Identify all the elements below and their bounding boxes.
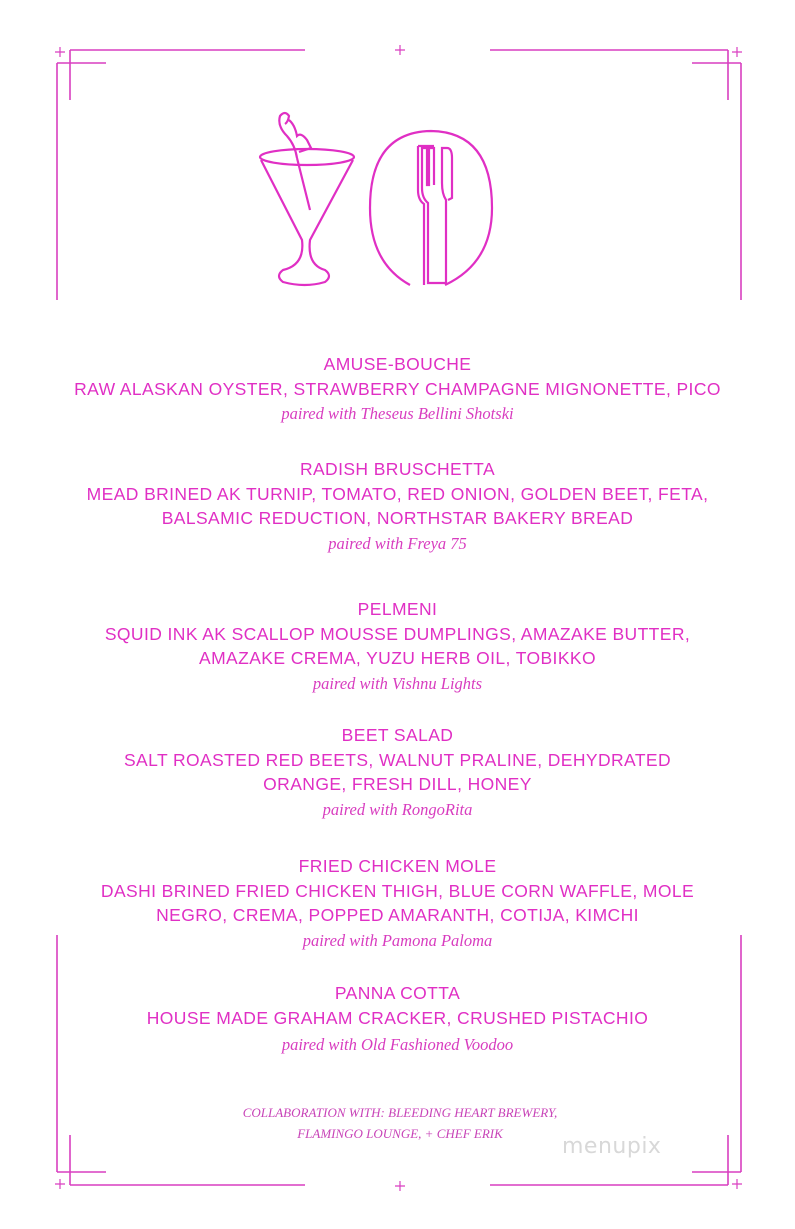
course-pairing: paired with RongoRita xyxy=(322,799,473,819)
collaboration-line: FLAMINGO LOUNGE, + CHEF ERIK xyxy=(297,1126,503,1141)
course-pairing: paired with Theseus Bellini Shotski xyxy=(281,404,514,423)
course-description: SQUID INK AK SCALLOP MOUSSE DUMPLINGS, AMAZAKE BUTTER, xyxy=(104,623,691,644)
course-description: NEGRO, CREMA, POPPED AMARANTH, COTIJA, KIMCHI xyxy=(156,905,639,925)
plate-fork-knife-icon xyxy=(366,128,496,290)
course-title: FRIED CHICKEN MOLE xyxy=(298,856,497,876)
course-description: BALSAMIC REDUCTION, NORTHSTAR BAKERY BREAD xyxy=(161,508,634,528)
course-description: AMAZAKE CREMA, YUZU HERB OIL, TOBIKKO xyxy=(199,648,596,668)
watermark: menupix xyxy=(562,1134,662,1159)
course-radish-bruschetta xyxy=(0,457,795,557)
course-description: RAW ALASKAN OYSTER, STRAWBERRY CHAMPAGNE MIGNONETTE, PICO xyxy=(74,378,721,399)
course-pelmeni xyxy=(0,597,795,697)
cocktail-flamingo-icon xyxy=(255,100,370,290)
course-title: BEET SALAD xyxy=(341,725,454,745)
course-pairing: paired with Freya 75 xyxy=(328,533,467,553)
course-fried-chicken-mole xyxy=(0,854,795,954)
collaboration-credits xyxy=(0,1102,795,1144)
course-pairing: paired with Old Fashioned Voodoo xyxy=(281,1035,514,1054)
course-title: AMUSE-BOUCHE xyxy=(323,354,472,374)
course-description: ORANGE, FRESH DILL, HONEY xyxy=(263,774,532,794)
course-description: HOUSE MADE GRAHAM CRACKER, CRUSHED PISTACHIO xyxy=(146,1007,649,1028)
course-description: DASHI BRINED FRIED CHICKEN THIGH, BLUE CORN WAFFLE, MOLE xyxy=(100,880,695,901)
course-pairing: paired with Vishnu Lights xyxy=(312,673,483,693)
course-title: PELMENI xyxy=(357,599,438,619)
collaboration-line: COLLABORATION WITH: BLEEDING HEART BREWERY, xyxy=(242,1105,558,1120)
course-description: MEAD BRINED AK TURNIP, TOMATO, RED ONION, GOLDEN BEET, FETA, xyxy=(86,483,709,504)
course-description: SALT ROASTED RED BEETS, WALNUT PRALINE, DEHYDRATED xyxy=(123,749,672,770)
course-title: PANNA COTTA xyxy=(334,983,461,1003)
course-panna-cotta xyxy=(0,981,795,1058)
course-pairing: paired with Pamona Paloma xyxy=(302,930,493,950)
course-title: RADISH BRUSCHETTA xyxy=(299,459,496,479)
course-beet-salad xyxy=(0,723,795,823)
course-amuse-bouche xyxy=(0,352,795,427)
